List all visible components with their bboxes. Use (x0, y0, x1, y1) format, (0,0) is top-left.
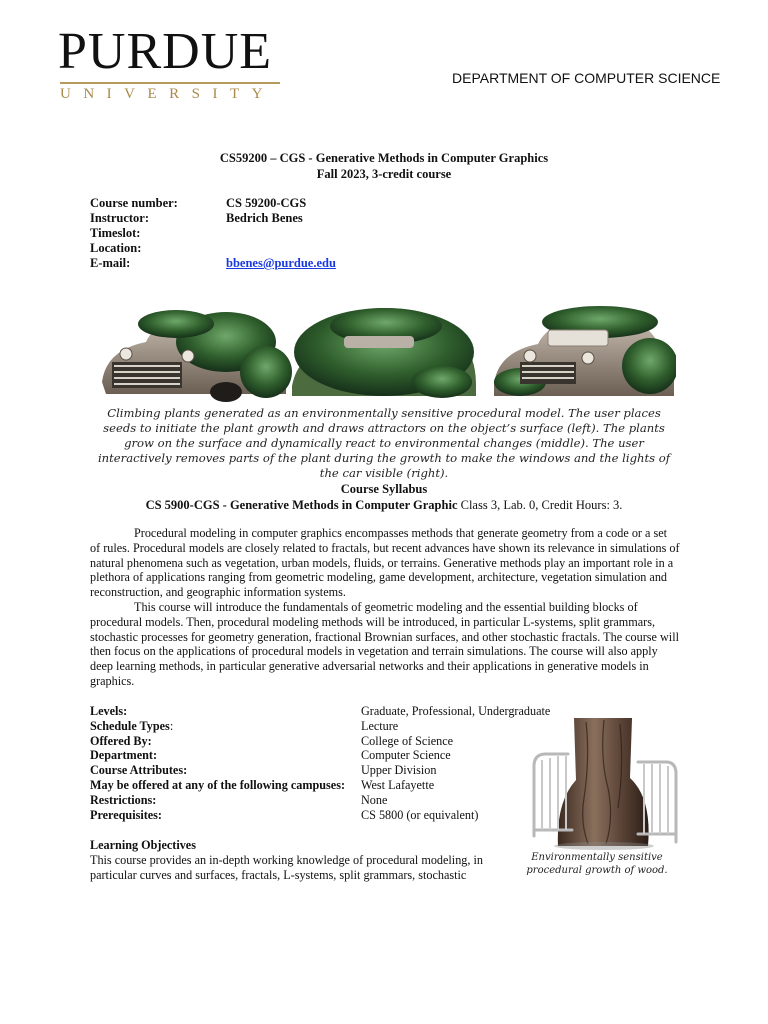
purdue-logo-wordmark: PURDUE (58, 23, 273, 80)
wood-caption-line: Environmentally sensitive (531, 852, 663, 863)
meta-value: Graduate, Professional, Undergraduate (361, 704, 551, 718)
syllabus-course-line (0, 497, 768, 513)
learning-objectives-heading: Learning Objectives (90, 838, 196, 852)
meta-value: College of Science (361, 733, 454, 748)
syllabus-course-name: CS 5900-CGS - Generative Methods in Computer Graphic (145, 498, 458, 512)
email-link[interactable]: bbenes@purdue.edu (226, 256, 336, 270)
learning-objectives-text: This course provides an in-depth working knowledge of procedural modeling, in particular curves and surfaces, fractals, L-systems, split grammars, stochastic (90, 853, 483, 882)
meta-label-suffix: : (169, 718, 174, 733)
syllabus-course-hours: Class 3, Lab. 0, Credit Hours: 3. (457, 498, 623, 512)
meta-row (90, 748, 550, 763)
course-title-block (0, 150, 768, 182)
syllabus-heading-block (0, 481, 768, 513)
description-paragraph: Procedural modeling in computer graphics encompasses methods that generate geometry from a code or a set of rules. Procedural models are closely related to fractals, but recent advances have shown its relevance in simulations of natural phenomena such as vegetation, urban models, fluids, or terrains. Generative methods play an important role in a plethora of applications ranging from geometric modeling, game development, architecture, vegetation simulation and reconstruction, and geographic information systems. (90, 526, 680, 600)
meta-row (90, 719, 550, 734)
course-info-table (90, 196, 336, 271)
info-row-location (90, 241, 336, 256)
info-label: Instructor: (90, 211, 150, 225)
info-label: E-mail: (90, 256, 131, 270)
info-row-instructor (90, 211, 336, 226)
meta-row (90, 734, 550, 749)
car-middle-image (292, 308, 476, 398)
car-right-image (494, 306, 676, 396)
wood-caption-line: procedural growth of wood. (526, 865, 668, 876)
purdue-logo-subtitle: UNIVERSITY (60, 86, 275, 102)
meta-row (90, 704, 550, 719)
tree-fence-image (528, 718, 680, 850)
course-term: Fall 2023, 3-credit course (316, 167, 452, 181)
course-description (90, 526, 680, 689)
meta-label: Offered By: (90, 733, 152, 748)
course-title: CS59200 – CGS - Generative Methods in Computer Graphics (219, 151, 549, 165)
meta-label: Levels: (90, 704, 128, 718)
meta-value: Upper Division (361, 763, 437, 778)
meta-label: Course Attributes: (90, 763, 188, 778)
meta-row (90, 793, 550, 808)
info-row-course-number (90, 196, 336, 211)
info-label: Timeslot: (90, 226, 141, 240)
department-heading: DEPARTMENT OF COMPUTER SCIENCE (452, 70, 721, 86)
climbing-plants-car-images (96, 302, 676, 404)
meta-row (90, 808, 550, 823)
meta-row (90, 778, 550, 793)
meta-row (90, 763, 550, 778)
figure-caption-climbing-plants: Climbing plants generated as an environmentally sensitive procedural model. The user places seeds to initiate the plant growth and draws attractors on the object’s surface (left). The plants grow on the surface and dynamically react to environmental changes (middle). The user interactively removes parts of the plant during the growth to make the windows and the lights of the car visible (right). (97, 406, 671, 480)
meta-label-text: Schedule Types (90, 718, 170, 733)
meta-label: Restrictions: (90, 792, 157, 807)
meta-value: CS 5800 (or equivalent) (361, 807, 479, 822)
syllabus-heading: Course Syllabus (340, 482, 428, 496)
info-label: Course number: (90, 196, 178, 210)
info-label: Location: (90, 241, 142, 255)
meta-label: May be offered at any of the following campuses: (90, 777, 346, 792)
meta-label: Department: (90, 748, 158, 763)
logo-divider (60, 82, 280, 84)
figure-caption-wood (522, 851, 672, 877)
description-paragraph: This course will introduce the fundamentals of geometric modeling and the essential building blocks of procedural models. Then, procedural modeling methods will be introduced, in particular L-systems, split grammars, stochastic processes for geometry generation, fractional Brownian surfaces, and other stochastic fractals. The course will then focus on the applications of procedural models in vegetation and terrain simulations. The course will also apply deep learning methods, in particular generative adversarial networks and their applications in generative models in graphics. (90, 599, 679, 688)
info-row-timeslot (90, 226, 336, 241)
meta-value: West Lafayette (361, 777, 435, 792)
info-value: CS 59200-CGS (226, 196, 307, 210)
car-left-image (102, 310, 292, 402)
meta-value: None (361, 792, 388, 807)
info-row-email (90, 256, 336, 271)
course-attributes-table (90, 704, 550, 822)
meta-label: Prerequisites: (90, 807, 162, 822)
meta-value: Lecture (361, 718, 399, 733)
info-value: Bedrich Benes (226, 211, 303, 225)
meta-label (90, 719, 361, 734)
meta-value: Computer Science (361, 748, 451, 763)
